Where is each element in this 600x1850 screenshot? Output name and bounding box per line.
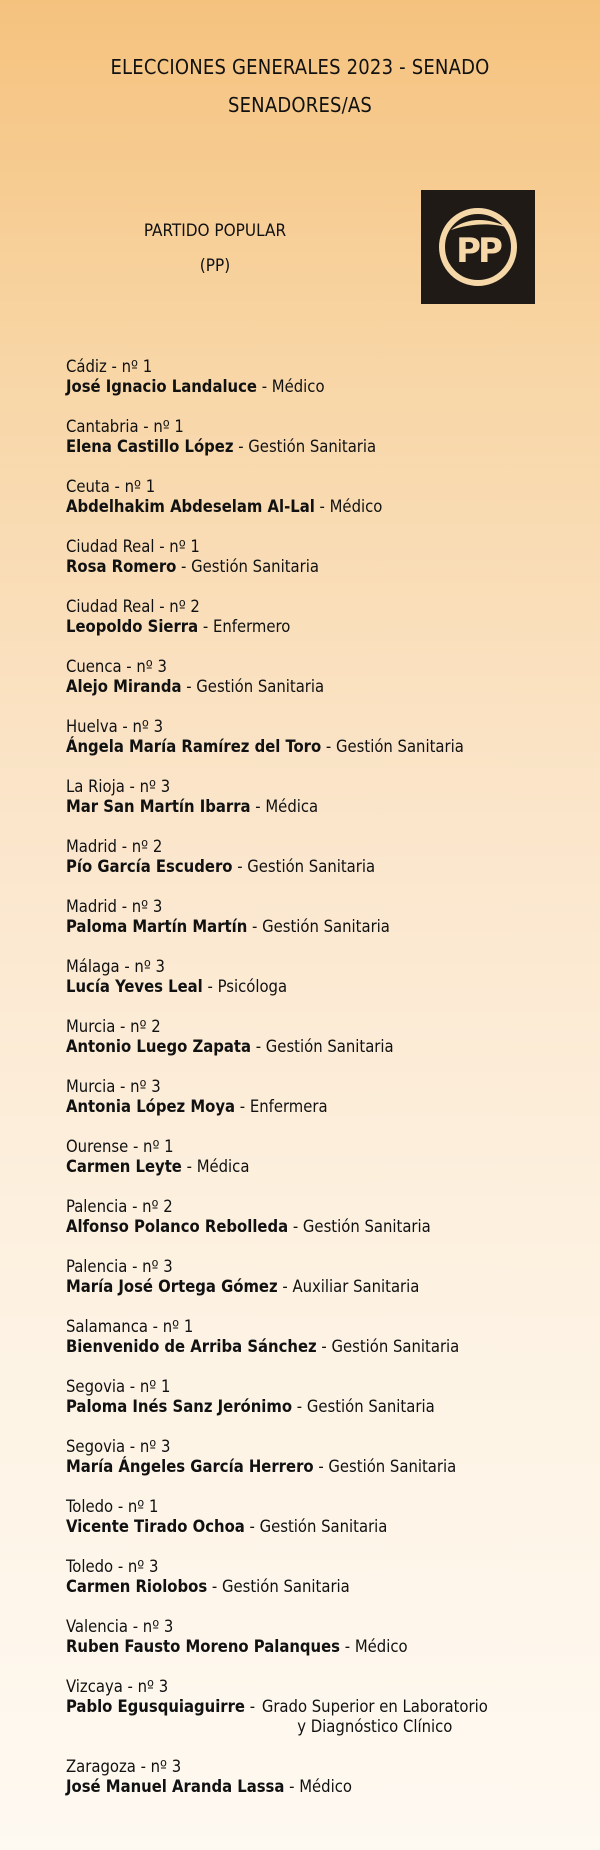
senator-person (66, 1637, 566, 1657)
senator-profession: Gestión Sanitaria (302, 1217, 431, 1236)
senator-constituency: Ourense - nº 1 (66, 1137, 174, 1156)
senator-constituency: Ciudad Real - nº 1 (66, 537, 200, 556)
senator-person (66, 617, 566, 637)
separator: - (202, 977, 218, 996)
senator-constituency: Segovia - nº 1 (66, 1377, 171, 1396)
senator-entry (66, 357, 566, 417)
senator-constituency: Murcia - nº 3 (66, 1077, 161, 1096)
separator: - (181, 1157, 197, 1176)
separator: - (288, 1217, 303, 1236)
senator-profession: Médico (329, 497, 383, 516)
separator: - (232, 857, 248, 876)
senator-name: Alfonso Polanco Rebolleda (66, 1217, 289, 1236)
senator-name: Abdelhakim Abdeselam Al-Lal (66, 497, 315, 516)
party-heading (115, 214, 315, 284)
senator-name: Carmen Leyte (66, 1157, 182, 1176)
senator-constituency: Zaragoza - nº 3 (66, 1757, 182, 1776)
senator-constituency: Ceuta - nº 1 (66, 477, 156, 496)
senator-profession: Gestión Sanitaria (328, 1457, 457, 1476)
separator: - (250, 797, 266, 816)
senator-entry (66, 657, 566, 717)
senator-person (66, 377, 566, 397)
senator-entry (66, 1197, 566, 1257)
senator-entry (66, 837, 566, 897)
separator: - (181, 677, 197, 696)
senator-constituency: Málaga - nº 3 (66, 957, 165, 976)
separator: - (321, 737, 336, 756)
separator: - (256, 377, 272, 396)
senator-person (66, 1037, 566, 1057)
senator-entry (66, 1137, 566, 1197)
senator-constituency: Toledo - nº 1 (66, 1497, 159, 1516)
senator-constituency: Salamanca - nº 1 (66, 1317, 194, 1336)
senator-entry (66, 417, 566, 477)
separator: - (284, 1777, 300, 1796)
senator-profession: Médico (354, 1637, 408, 1656)
senator-person (66, 977, 566, 997)
senator-name: Bienvenido de Arriba Sánchez (66, 1337, 317, 1356)
senator-profession: Médico (299, 1777, 352, 1796)
senator-person (66, 1397, 566, 1417)
separator: - (292, 1397, 307, 1416)
separator: - (277, 1277, 293, 1296)
senator-entry (66, 1617, 566, 1677)
senator-entry (66, 1677, 566, 1757)
senator-name: Ruben Fausto Moreno Palanques (66, 1637, 341, 1656)
senator-person (66, 1457, 566, 1477)
senator-profession: Psicóloga (217, 977, 288, 996)
senator-name: Paloma Inés Sanz Jerónimo (66, 1397, 293, 1416)
senator-profession: Médica (196, 1157, 250, 1176)
senator-name: Vicente Tirado Ochoa (66, 1517, 245, 1536)
senator-name: Antonio Luego Zapata (66, 1037, 251, 1056)
separator: - (176, 557, 192, 576)
senator-name: Alejo Miranda (66, 677, 182, 696)
senator-constituency: Murcia - nº 2 (66, 1017, 161, 1036)
party-logo (421, 190, 535, 304)
senator-profession: Enfermera (249, 1097, 328, 1116)
senator-person (66, 857, 566, 877)
senator-person (66, 1277, 566, 1297)
separator: - (340, 1637, 355, 1656)
senator-person (66, 1697, 566, 1737)
separator: - (235, 1097, 250, 1116)
senator-name: Pío García Escudero (66, 857, 233, 876)
senator-name: Pablo Egusquiaguirre (66, 1697, 245, 1716)
senator-profession: Grado Superior en Laboratorio y Diagnóstico Clínico (261, 1697, 488, 1736)
senator-constituency: Vizcaya - nº 3 (66, 1677, 169, 1696)
senator-person (66, 437, 566, 457)
senator-constituency: Ciudad Real - nº 2 (66, 597, 200, 616)
senator-entry (66, 1437, 566, 1497)
senator-constituency: Palencia - nº 3 (66, 1257, 173, 1276)
senator-person (66, 1217, 566, 1237)
senator-constituency: Cuenca - nº 3 (66, 657, 167, 676)
senator-entry (66, 477, 566, 537)
senator-constituency: Segovia - nº 3 (66, 1437, 171, 1456)
senator-entry (66, 1757, 566, 1817)
senator-entry (66, 1257, 566, 1317)
senator-constituency: Huelva - nº 3 (66, 717, 164, 736)
senator-entry (66, 777, 566, 837)
senator-name: Elena Castillo López (66, 437, 234, 456)
senator-name: Ángela María Ramírez del Toro (66, 737, 322, 756)
senator-constituency: Cádiz - nº 1 (66, 357, 153, 376)
separator: - (247, 917, 263, 936)
senator-person (66, 557, 566, 577)
senator-person (66, 1337, 566, 1357)
senator-entry (66, 1497, 566, 1557)
senator-name: Leopoldo Sierra (66, 617, 199, 636)
separator: - (233, 437, 249, 456)
senator-constituency: Toledo - nº 3 (66, 1557, 159, 1576)
logo-letters: PP (456, 231, 500, 271)
senator-person (66, 1097, 566, 1117)
senator-name: José Ignacio Landaluce (66, 377, 257, 396)
senator-profession: Enfermero (212, 617, 291, 636)
senator-entry (66, 1317, 566, 1377)
senator-entry (66, 1017, 566, 1077)
senator-entry (66, 957, 566, 1017)
senator-constituency: Madrid - nº 2 (66, 837, 163, 856)
senator-profession: Auxiliar Sanitaria (292, 1277, 420, 1296)
senator-entry (66, 897, 566, 957)
senator-profession: Gestión Sanitaria (191, 557, 319, 576)
senator-entry (66, 1377, 566, 1437)
senator-person (66, 797, 566, 817)
separator: - (251, 1037, 266, 1056)
senator-constituency: Cantabria - nº 1 (66, 417, 184, 436)
senator-constituency: Palencia - nº 2 (66, 1197, 173, 1216)
senator-person (66, 737, 566, 757)
senator-profession: Gestión Sanitaria (221, 1577, 350, 1596)
senator-entry (66, 597, 566, 657)
senator-person (66, 677, 566, 697)
senator-name: Mar San Martín Ibarra (66, 797, 251, 816)
senator-profession: Gestión Sanitaria (306, 1397, 435, 1416)
senator-name: Paloma Martín Martín (66, 917, 248, 936)
senator-person (66, 497, 566, 517)
senator-profession: Médica (265, 797, 319, 816)
senator-person (66, 917, 566, 937)
senator-profession: Gestión Sanitaria (262, 917, 390, 936)
senator-profession: Gestión Sanitaria (196, 677, 325, 696)
senator-entry (66, 1557, 566, 1617)
senator-profession: Gestión Sanitaria (248, 437, 377, 456)
senator-constituency: La Rioja - nº 3 (66, 777, 171, 796)
senator-person (66, 1517, 566, 1537)
senator-entry (66, 537, 566, 597)
senator-name: Lucía Yeves Leal (66, 977, 203, 996)
separator: - (314, 497, 330, 516)
pp-logo-icon (421, 190, 535, 304)
senator-constituency: Madrid - nº 3 (66, 897, 163, 916)
separator: - (313, 1457, 329, 1476)
senator-profession: Gestión Sanitaria (247, 857, 376, 876)
separator: - (207, 1577, 222, 1596)
party-abbreviation: (PP) (199, 256, 231, 276)
senator-profession: Gestión Sanitaria (331, 1337, 460, 1356)
senator-person (66, 1577, 566, 1597)
senator-constituency: Valencia - nº 3 (66, 1617, 174, 1636)
senator-list (66, 357, 566, 1817)
separator: - (198, 617, 213, 636)
separator: - (245, 1697, 260, 1716)
senator-person (66, 1777, 566, 1797)
senator-name: José Manuel Aranda Lassa (66, 1777, 285, 1796)
senator-name: María Ángeles García Herrero (66, 1457, 314, 1476)
senator-name: Antonia López Moya (66, 1097, 236, 1116)
page-subtitle: SENADORES/AS (227, 93, 373, 117)
page-header (0, 48, 600, 124)
senator-profession: Gestión Sanitaria (259, 1517, 388, 1536)
senator-person (66, 1157, 566, 1177)
senator-name: Carmen Riolobos (66, 1577, 208, 1596)
senator-name: María José Ortega Gómez (66, 1277, 278, 1296)
senator-profession: Médico (271, 377, 325, 396)
senator-name: Rosa Romero (66, 557, 177, 576)
senator-profession: Gestión Sanitaria (336, 737, 464, 756)
page-title: ELECCIONES GENERALES 2023 - SENADO (110, 55, 490, 79)
senator-profession: Gestión Sanitaria (265, 1037, 394, 1056)
party-name: PARTIDO POPULAR (143, 221, 287, 241)
separator: - (244, 1517, 260, 1536)
senator-entry (66, 1077, 566, 1137)
separator: - (316, 1337, 332, 1356)
senator-entry (66, 717, 566, 777)
